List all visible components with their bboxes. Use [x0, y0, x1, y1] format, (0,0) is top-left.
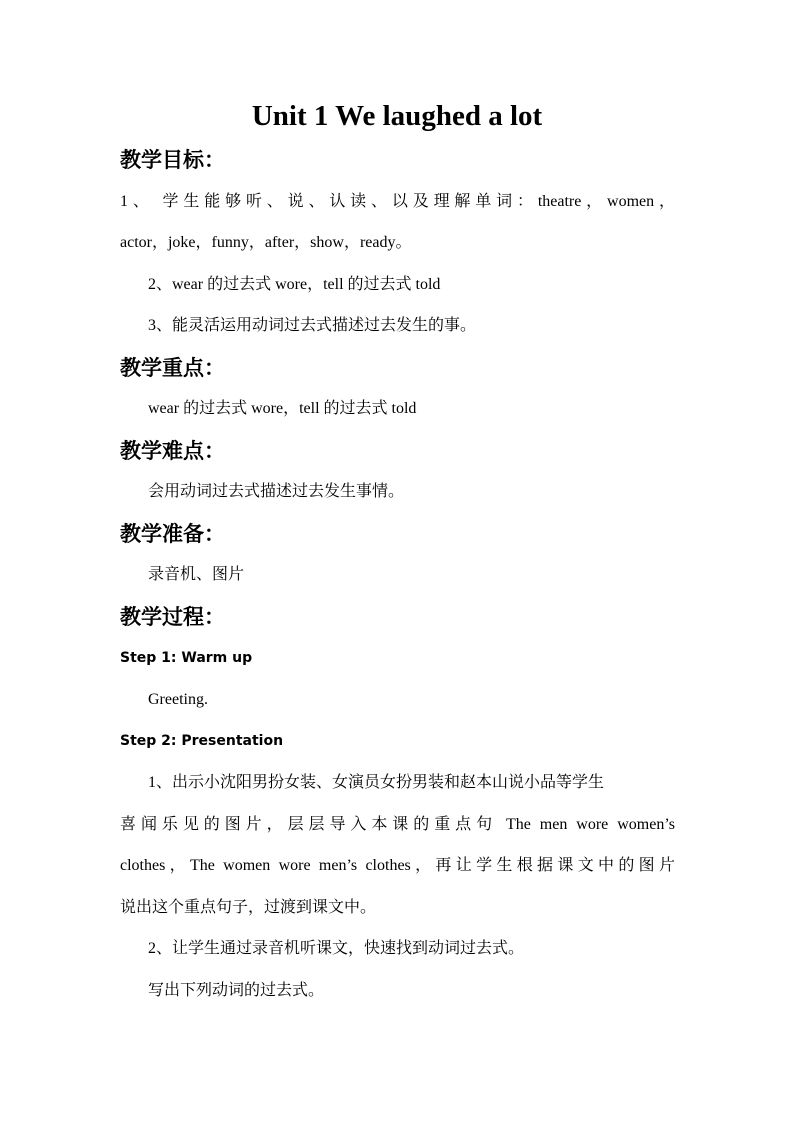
difficulties-line-1: 会用动词过去式描述过去发生事情。 — [148, 483, 405, 500]
objectives-line-1: 1、 学生能够听、说、认读、以及理解单词：theatre，women， — [120, 193, 675, 210]
preparation-line-1: 录音机、图片 — [148, 566, 245, 583]
step-2-line-3: clothes，The women wore men’s clothes，再让学生根据课文中的图片 — [120, 857, 675, 874]
step-2-title: Step 2: Presentation — [120, 733, 284, 749]
heading-key-points: 教学重点： — [120, 356, 225, 380]
step-2-line-5: 2、让学生通过录音机听课文，快速找到动词过去式。 — [148, 940, 525, 957]
document-title: Unit 1 We laughed a lot — [251, 100, 543, 132]
step-2-line-6: 写出下列动词的过去式。 — [148, 982, 325, 999]
step-1-title: Step 1: Warm up — [120, 650, 253, 666]
step-2-line-2: 喜闻乐见的图片，层层导入本课的重点句 The men wore women’s — [120, 816, 675, 833]
objectives-line-3: 2、wear 的过去式 wore，tell 的过去式 told — [148, 276, 441, 293]
heading-preparation: 教学准备： — [120, 522, 225, 546]
heading-process: 教学过程： — [120, 605, 225, 629]
heading-difficulties: 教学难点： — [120, 439, 225, 463]
objectives-line-4: 3、能灵活运用动词过去式描述过去发生的事。 — [148, 317, 477, 334]
step-2-line-1: 1、出示小沈阳男扮女装、女演员女扮男装和赵本山说小品等学生 — [148, 774, 605, 791]
heading-objectives: 教学目标： — [120, 148, 225, 172]
step-2-line-4: 说出这个重点句子，过渡到课文中。 — [120, 899, 377, 916]
step-1-line-1: Greeting. — [148, 691, 208, 708]
key-points-line-1: wear 的过去式 wore，tell 的过去式 told — [148, 400, 417, 417]
objectives-line-2: actor，joke，funny，after，show，ready。 — [120, 234, 412, 251]
